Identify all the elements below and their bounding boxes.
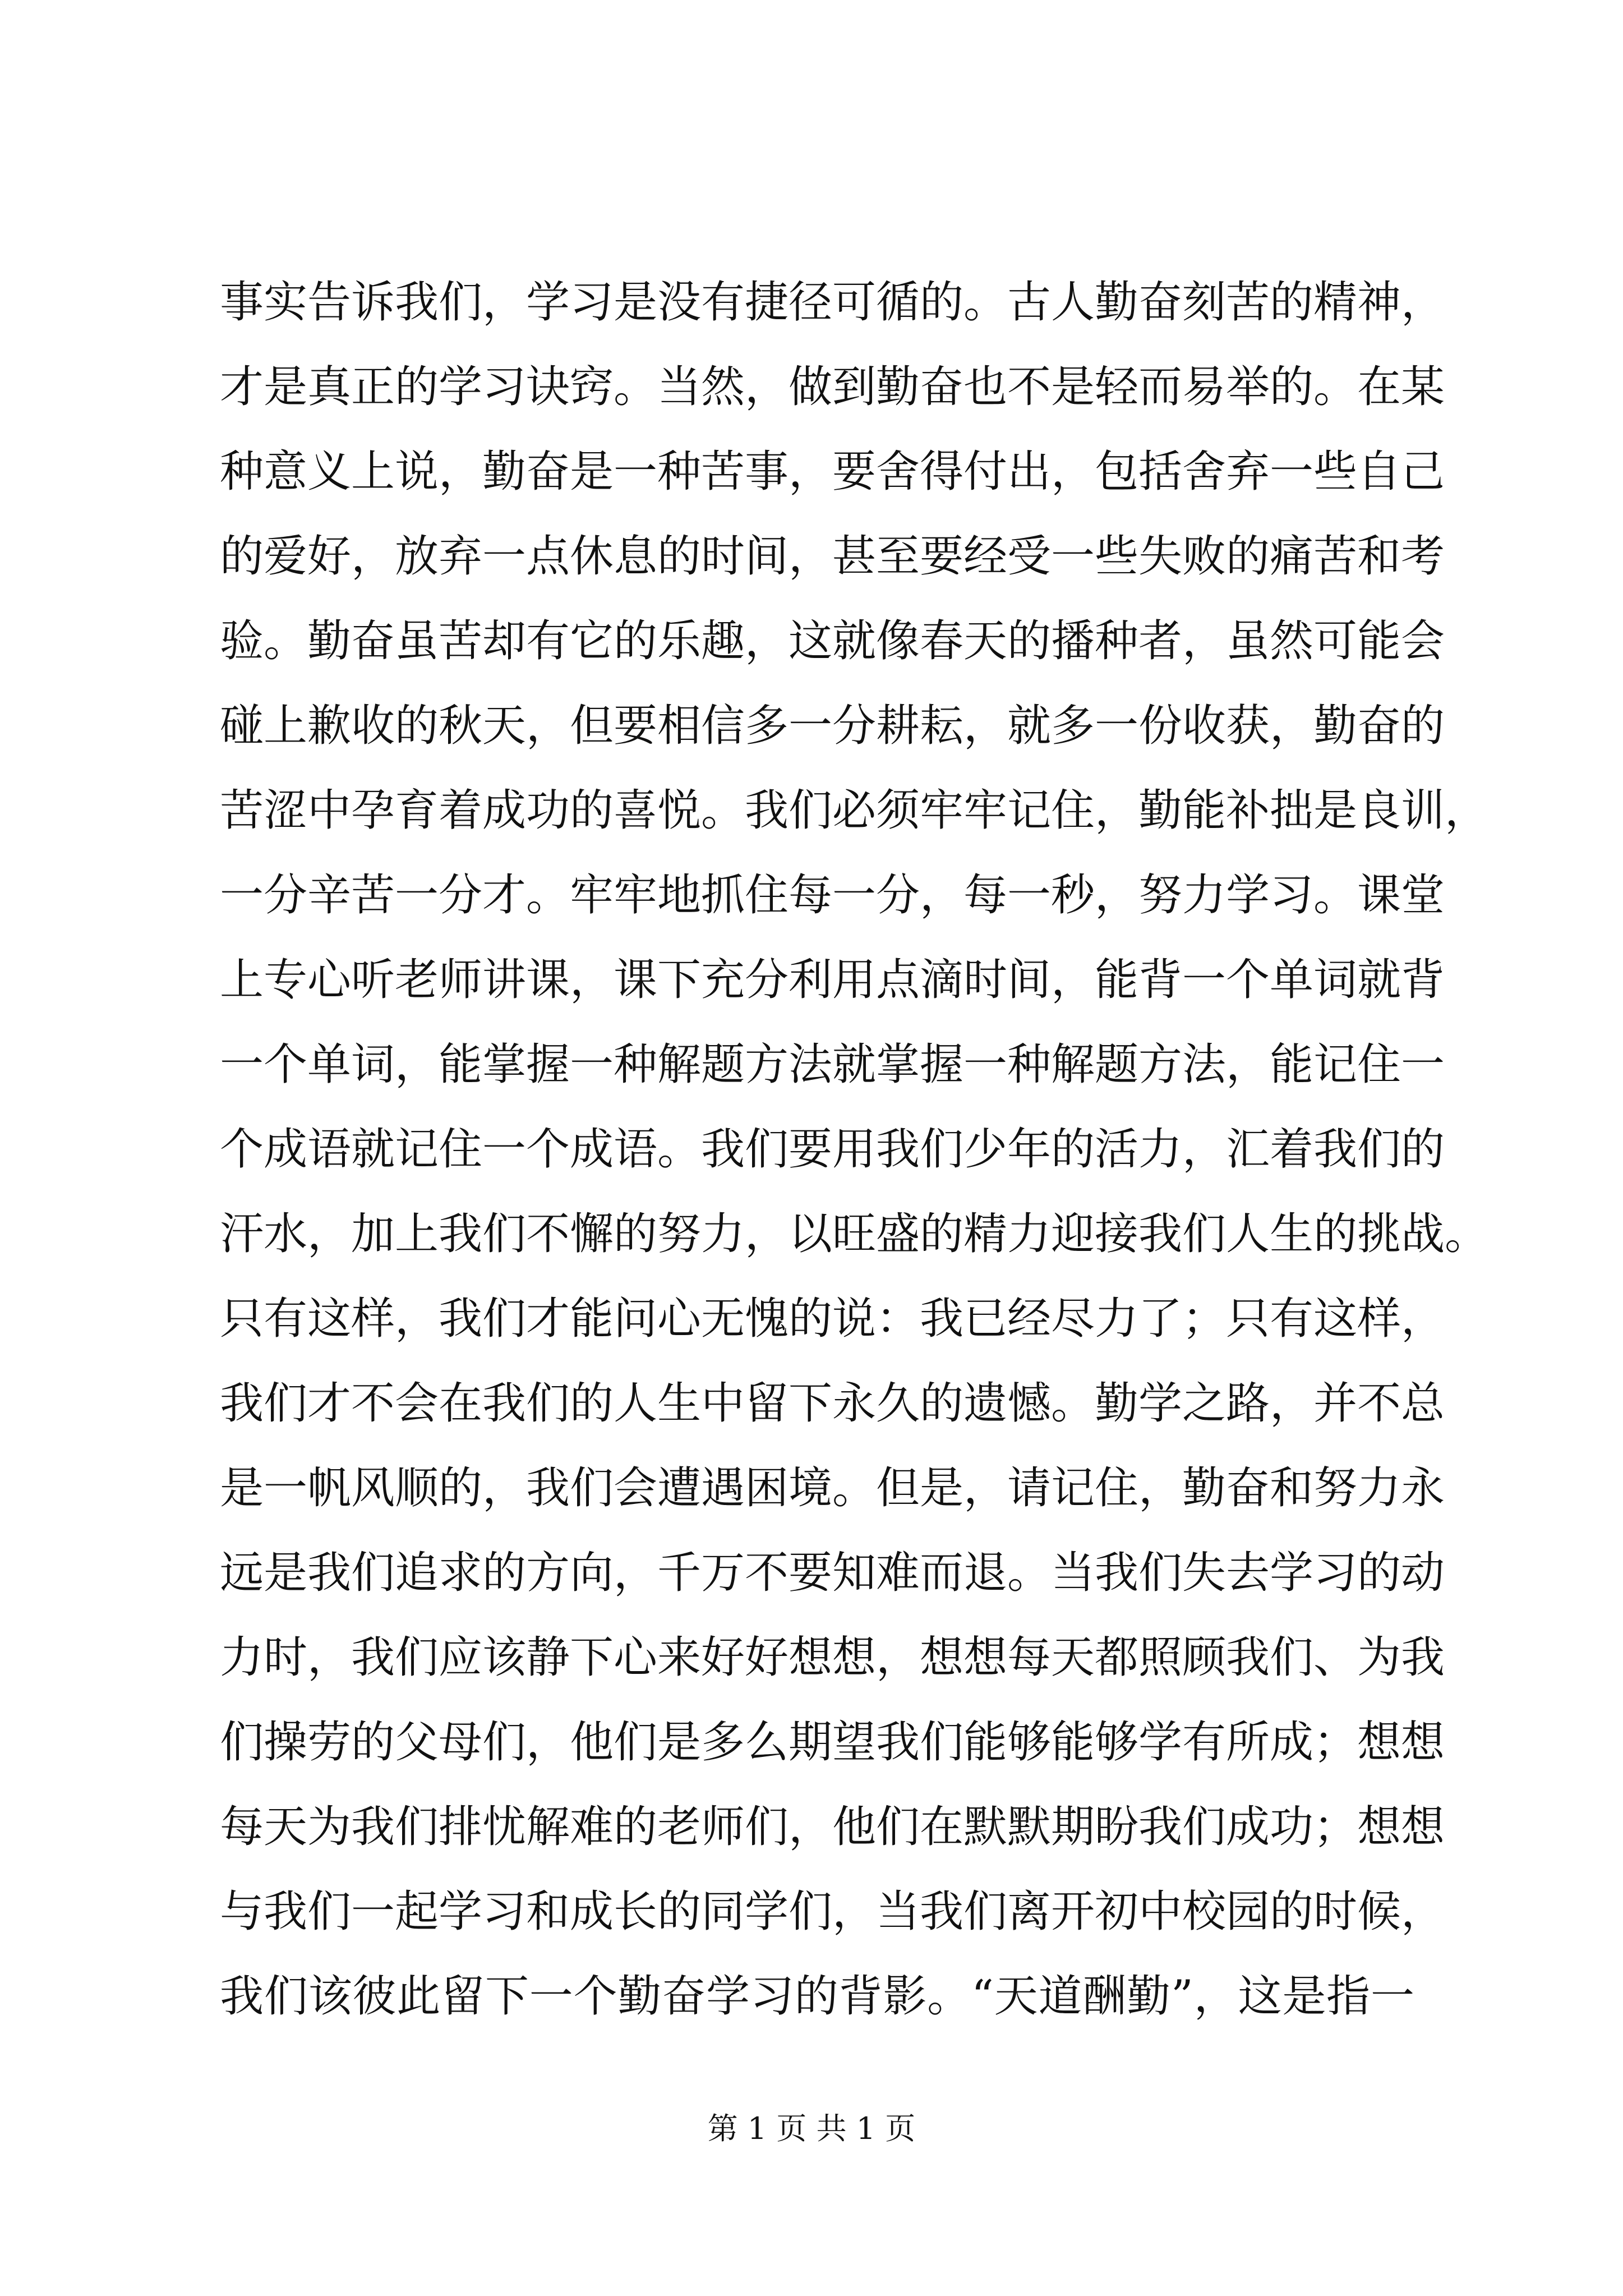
text-line-10: 一个单词，能掌握一种解题方法就掌握一种解题方法，能记住一 xyxy=(220,1039,1445,1090)
text-line-16: 远是我们追求的方向，千万不要知难而退。当我们失去学习的动 xyxy=(220,1548,1445,1598)
text-line-12: 汗水，加上我们不懈的努力，以旺盛的精力迎接我们人生的挑战。 xyxy=(220,1209,1489,1259)
text-line-5: 验。勤奋虽苦却有它的乐趣，这就像春天的播种者，虽然可能会 xyxy=(220,616,1445,666)
text-line-20: 与我们一起学习和成长的同学们，当我们离开初中校园的时候， xyxy=(220,1887,1445,1937)
text-line-6: 碰上歉收的秋天，但要相信多一分耕耘，就多一份收获，勤奋的 xyxy=(220,701,1445,751)
text-line-21: 我们该彼此留下一个勤奋学习的背影。“天道酬勤”，这是指一 xyxy=(220,1971,1414,2022)
text-line-8: 一分辛苦一分才。牢牢地抓住每一分，每一秒，努力学习。课堂 xyxy=(220,870,1445,921)
text-line-7: 苦涩中孕育着成功的喜悦。我们必须牢牢记住，勤能补拙是良训， xyxy=(220,785,1489,836)
text-line-18: 们操劳的父母们，他们是多么期望我们能够能够学有所成；想想 xyxy=(220,1717,1445,1768)
text-line-4: 的爱好，放弃一点休息的时间，甚至要经受一些失败的痛苦和考 xyxy=(220,531,1445,582)
text-line-13: 只有这样，我们才能问心无愧的说：我已经尽力了；只有这样， xyxy=(220,1294,1445,1344)
text-line-15: 是一帆风顺的，我们会遭遇困境。但是，请记住，勤奋和努力永 xyxy=(220,1463,1445,1513)
text-line-3: 种意义上说，勤奋是一种苦事，要舍得付出，包括舍弃一些自己 xyxy=(220,447,1445,497)
text-line-11: 个成语就记住一个成语。我们要用我们少年的活力，汇着我们的 xyxy=(220,1124,1445,1175)
text-line-17: 力时，我们应该静下心来好好想想，想想每天都照顾我们、为我 xyxy=(220,1632,1445,1683)
text-line-1: 事实告诉我们，学习是没有捷径可循的。古人勤奋刻苦的精神， xyxy=(220,277,1445,328)
text-line-14: 我们才不会在我们的人生中留下永久的遗憾。勤学之路，并不总 xyxy=(220,1378,1445,1429)
text-line-9: 上专心听老师讲课，课下充分利用点滴时间，能背一个单词就背 xyxy=(220,955,1445,1005)
body-text xyxy=(220,260,1489,2039)
text-line-2: 才是真正的学习诀窍。当然，做到勤奋也不是轻而易举的。在某 xyxy=(220,362,1445,412)
text-line-19: 每天为我们排忧解难的老师们，他们在默默期盼我们成功；想想 xyxy=(220,1802,1445,1852)
page-footer: 第 1 页 共 1 页 xyxy=(707,2111,916,2146)
